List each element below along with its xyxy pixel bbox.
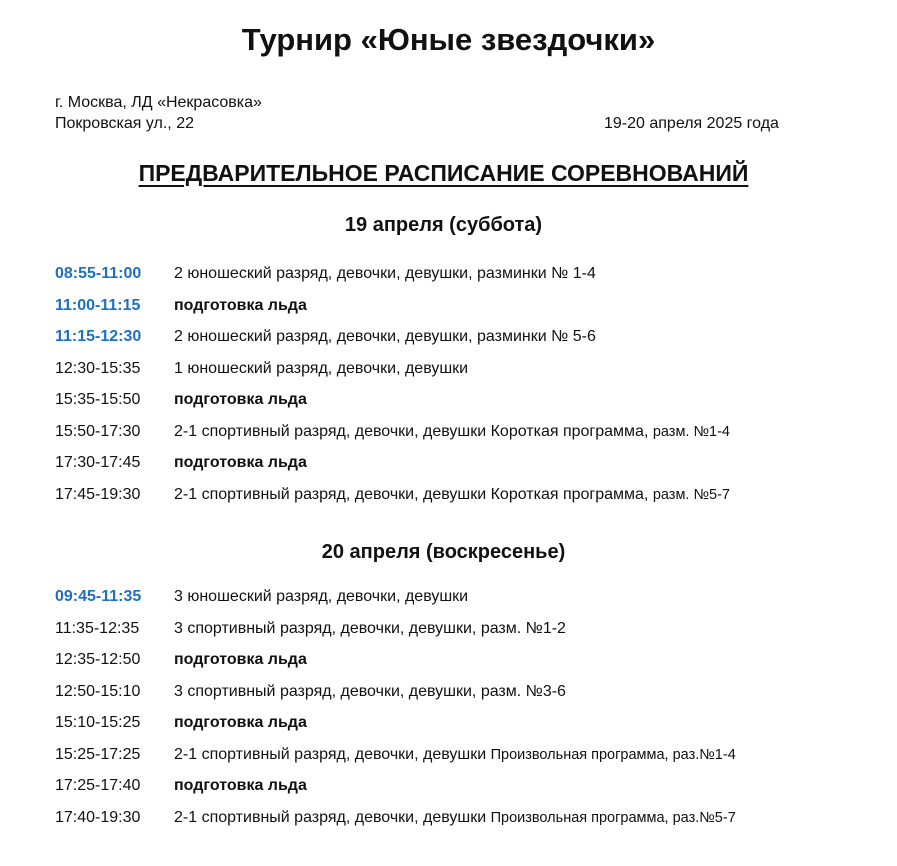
event-description xyxy=(174,422,730,442)
schedule-row xyxy=(55,619,855,651)
event-description: подготовка льда xyxy=(174,391,307,408)
event-description: 2 юношеский разряд, девочки, девушки, разминки № 1-4 xyxy=(174,265,596,282)
event-description: 2 юношеский разряд, девочки, девушки, разминки № 5-6 xyxy=(174,328,596,345)
event-description xyxy=(174,745,736,765)
schedule-row xyxy=(55,587,855,619)
schedule-row xyxy=(55,713,855,745)
day-heading-saturday: 19 апреля (суббота) xyxy=(344,214,543,236)
day-heading-sunday: 20 апреля (воскресенье) xyxy=(321,541,566,563)
event-time: 15:50-17:30 xyxy=(55,422,141,440)
schedule-row xyxy=(55,264,855,296)
schedule-row xyxy=(55,453,855,485)
event-description: 3 спортивный разряд, девочки, девушки, разм. №1-2 xyxy=(174,619,566,637)
event-description: 3 юношеский разряд, девочки, девушки xyxy=(174,588,469,605)
event-time: 12:30-15:35 xyxy=(55,359,141,377)
event-description-main: 2-1 спортивный разряд, девочки, девушки Короткая программа, xyxy=(174,422,653,440)
event-description xyxy=(174,485,730,505)
schedule-row xyxy=(55,422,855,454)
event-description-warmup: разм. №5-7 xyxy=(652,486,730,503)
event-description-main: 2-1 спортивный разряд, девочки, девушки Короткая программа, xyxy=(174,485,653,503)
event-time: 17:40-19:30 xyxy=(55,808,141,826)
event-time: 15:35-15:50 xyxy=(55,391,141,408)
event-time: 15:25-17:25 xyxy=(55,745,141,763)
venue-address: Покровская ул., 22 xyxy=(55,115,194,132)
event-time: 12:35-12:50 xyxy=(55,651,141,668)
event-description: подготовка льда xyxy=(174,296,307,314)
event-time: 08:55-11:00 xyxy=(55,265,142,282)
event-description: подготовка льда xyxy=(174,651,307,668)
event-time: 17:25-17:40 xyxy=(55,777,141,794)
event-time: 09:45-11:35 xyxy=(55,588,142,605)
event-description-program: Произвольная программа, раз.№1-4 xyxy=(490,746,736,763)
event-description-warmup: разм. №1-4 xyxy=(652,423,730,440)
schedule-row xyxy=(55,485,855,517)
event-time: 11:00-11:15 xyxy=(55,296,141,314)
schedule-row xyxy=(55,390,855,422)
tournament-title: Турнир «Юные звездочки» xyxy=(241,22,656,57)
event-description: подготовка льда xyxy=(174,777,307,794)
event-description: 3 спортивный разряд, девочки, девушки, разм. №3-6 xyxy=(174,682,566,700)
event-description-main: 2-1 спортивный разряд, девочки, девушки xyxy=(174,808,491,826)
schedule-row xyxy=(55,327,855,359)
event-time: 12:50-15:10 xyxy=(55,682,141,700)
venue-name: г. Москва, ЛД «Некрасовка» xyxy=(55,94,262,111)
schedule-row xyxy=(55,776,855,808)
schedule-row xyxy=(55,682,855,714)
schedule-subtitle-text: ПРЕДВАРИТЕЛЬНОЕ РАСПИСАНИЕ СОРЕВНОВАНИЙ xyxy=(138,160,749,186)
event-description-program: Произвольная программа, раз.№5-7 xyxy=(490,809,736,826)
schedule-row xyxy=(55,650,855,682)
event-description: подготовка льда xyxy=(174,454,307,471)
schedule-row xyxy=(55,359,855,391)
schedule-day-2 xyxy=(55,587,855,839)
event-description: подготовка льда xyxy=(174,714,307,731)
schedule-day-1 xyxy=(55,264,855,516)
schedule-subtitle xyxy=(0,158,887,188)
event-time: 11:35-12:35 xyxy=(55,619,140,637)
event-time: 17:30-17:45 xyxy=(55,454,141,471)
event-time: 11:15-12:30 xyxy=(55,328,142,345)
tournament-dates: 19-20 апреля 2025 года xyxy=(604,115,779,132)
schedule-row xyxy=(55,296,855,328)
event-description: 1 юношеский разряд, девочки, девушки xyxy=(174,359,469,377)
event-time: 17:45-19:30 xyxy=(55,485,141,503)
event-description-main: 2-1 спортивный разряд, девочки, девушки xyxy=(174,745,491,763)
schedule-row xyxy=(55,808,855,840)
event-description xyxy=(174,808,736,828)
event-time: 15:10-15:25 xyxy=(55,714,141,731)
schedule-row xyxy=(55,745,855,777)
